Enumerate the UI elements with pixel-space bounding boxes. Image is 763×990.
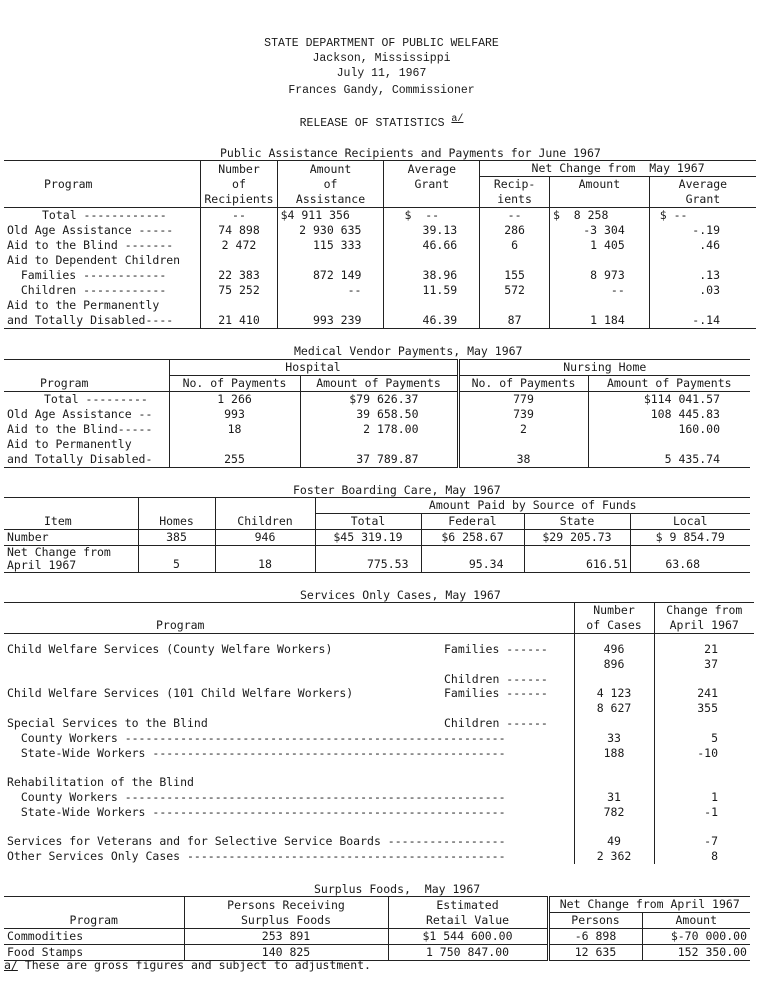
pa-cell xyxy=(277,298,384,313)
pa-cell: 22 383 xyxy=(201,268,277,283)
sv-cell: 49 xyxy=(574,834,654,849)
footnote-mark: a/ xyxy=(4,958,18,972)
sv-row-label: Other Services Only Cases ---------------------------------------------- xyxy=(7,848,506,863)
sv-cell xyxy=(654,716,754,731)
pa-col-nc-avg-2: Grant xyxy=(649,192,756,208)
pa-cell: -.19 xyxy=(649,223,756,238)
pa-row xyxy=(4,268,756,283)
fb-row xyxy=(4,530,750,546)
sv-row-label: County Workers ------------------------------------------------------- xyxy=(7,730,506,745)
sv-blank-1 xyxy=(4,603,574,619)
mv-blank-header xyxy=(4,360,169,376)
pa-col-recip-2: ients xyxy=(480,192,550,208)
sf-net-change-header: Net Change from April 1967 xyxy=(548,897,750,913)
fb-blank-2 xyxy=(138,498,215,514)
mv-cell: $114 041.57 xyxy=(588,392,750,408)
mv-cell: 160.00 xyxy=(588,422,750,437)
mv-row xyxy=(4,437,750,452)
mv-cell: 779 xyxy=(458,392,588,408)
sv-row xyxy=(4,746,754,761)
mv-cell: 5 435.74 xyxy=(588,452,750,468)
pa-col-average-blank xyxy=(384,192,480,208)
mv-row-label: and Totally Disabled- xyxy=(7,452,153,466)
sv-cell: 496 xyxy=(574,642,654,657)
mv-cell: $79 626.37 xyxy=(300,392,458,408)
sf-cell: 12 635 xyxy=(548,945,642,961)
sf-col-nc-amount: Amount xyxy=(642,913,750,929)
pa-cell xyxy=(384,298,480,313)
fb-cell: 95.34 xyxy=(421,546,524,573)
sv-row-label: Special Services to the Blind xyxy=(7,715,208,730)
pa-col-nc-avg-1: Average xyxy=(649,177,756,193)
sv-program-text: Child Welfare Services (County Welfare Workers) xyxy=(7,641,333,656)
surplus-caption: Surplus Foods, May 1967 xyxy=(314,882,481,896)
release-title-text: RELEASE OF STATISTICS xyxy=(299,116,445,130)
mv-row xyxy=(4,407,750,422)
pa-cell xyxy=(649,253,756,268)
release-date: July 11, 1967 xyxy=(336,67,427,80)
services-table xyxy=(4,602,754,864)
mv-cell: 2 178.00 xyxy=(300,422,458,437)
mv-row xyxy=(4,392,750,408)
pa-col-nc-amount: Amount xyxy=(550,177,650,208)
sv-row-label: Rehabilitation of the Blind xyxy=(7,774,194,789)
pa-col-amount-3: Assistance xyxy=(277,192,384,208)
sv-row-label: State-Wide Workers --------------------------------------------------- xyxy=(7,745,506,760)
fb-cell: $29 205.73 xyxy=(524,530,630,546)
pa-cell: .13 xyxy=(649,268,756,283)
sv-cell: 355 xyxy=(654,701,754,716)
mv-row-label: Old Age Assistance -- xyxy=(7,407,153,421)
sv-spacer xyxy=(4,634,754,642)
sv-cell: 21 xyxy=(654,642,754,657)
sv-row xyxy=(4,657,754,672)
sv-row xyxy=(4,642,754,657)
pa-cell xyxy=(201,298,277,313)
mv-cell: 1 266 xyxy=(169,392,300,408)
sv-row xyxy=(4,701,754,716)
mv-cell xyxy=(458,437,588,452)
mv-col-n-no: No. of Payments xyxy=(458,376,588,392)
pa-cell: -- xyxy=(480,208,550,224)
sv-cell xyxy=(654,775,754,790)
fb-col-children: Children xyxy=(215,514,315,530)
fb-blank-3 xyxy=(215,498,315,514)
sv-cell: 1 xyxy=(654,790,754,805)
fb-cell: $ 9 854.79 xyxy=(630,530,750,546)
public-assistance-caption: Public Assistance Recipients and Payments for June 1967 xyxy=(220,146,601,160)
pa-row xyxy=(4,283,756,298)
pa-col-number-3: Recipients xyxy=(201,192,277,208)
mv-cell xyxy=(169,437,300,452)
sv-cell: -1 xyxy=(654,805,754,820)
mv-col-program: Program xyxy=(40,376,89,390)
mv-cell: 39 658.50 xyxy=(300,407,458,422)
pa-row xyxy=(4,238,756,253)
pa-cell xyxy=(384,253,480,268)
pa-row xyxy=(4,313,756,329)
sv-cell: 37 xyxy=(654,657,754,672)
sv-spacer xyxy=(4,820,754,834)
release-title xyxy=(0,114,763,130)
pa-cell: 286 xyxy=(480,223,550,238)
sv-spacer xyxy=(4,761,754,775)
sv-row xyxy=(4,716,754,731)
fb-row-label: Net Change from April 1967 xyxy=(7,545,111,572)
mv-cell: 255 xyxy=(169,452,300,468)
pa-cell: 115 333 xyxy=(277,238,384,253)
sf-col-persons-1: Persons Receiving xyxy=(184,897,388,913)
pa-col-recip-1: Recip- xyxy=(480,177,550,193)
fb-cell: 775.53 xyxy=(315,546,421,573)
pa-cell: 21 410 xyxy=(201,313,277,329)
fb-cell: 616.51 xyxy=(524,546,630,573)
pa-col-program: Program xyxy=(44,176,93,191)
pa-cell: 38.96 xyxy=(384,268,480,283)
pa-col-amount-2: of xyxy=(277,177,384,193)
sv-row xyxy=(4,834,754,849)
pa-cell: 572 xyxy=(480,283,550,298)
commissioner: Frances Gandy, Commissioner xyxy=(288,84,475,97)
pa-cell xyxy=(550,253,650,268)
fb-amount-paid-header: Amount Paid by Source of Funds xyxy=(315,498,750,514)
sv-cell: 33 xyxy=(574,731,654,746)
sv-col-program: Program xyxy=(156,618,205,632)
medical-vendor-caption: Medical Vendor Payments, May 1967 xyxy=(294,344,523,358)
sv-cell: 4 123 xyxy=(574,686,654,701)
pa-cell: 2 930 635 xyxy=(277,223,384,238)
pa-row-label: Old Age Assistance ----- xyxy=(7,223,174,237)
mv-col-h-amt: Amount of Payments xyxy=(300,376,458,392)
mv-col-n-amt: Amount of Payments xyxy=(588,376,750,392)
pa-cell: 2 472 xyxy=(201,238,277,253)
location: Jackson, Mississippi xyxy=(312,52,451,65)
medical-vendor-table xyxy=(4,359,750,468)
sv-row xyxy=(4,731,754,746)
pa-cell: 11.59 xyxy=(384,283,480,298)
pa-cell: 1 405 xyxy=(550,238,650,253)
pa-row xyxy=(4,298,756,313)
mv-cell xyxy=(588,437,750,452)
fb-cell: 18 xyxy=(215,546,315,573)
pa-cell: 46.66 xyxy=(384,238,480,253)
pa-cell xyxy=(480,298,550,313)
mv-cell: 18 xyxy=(169,422,300,437)
pa-col-amount-1: Amount xyxy=(277,161,384,177)
pa-row-label: Children ------------ xyxy=(7,283,167,297)
sv-cell: 896 xyxy=(574,657,654,672)
sv-row-label xyxy=(4,657,574,686)
pa-cell: 872 149 xyxy=(277,268,384,283)
sv-sub-label: Children ------ xyxy=(444,715,548,730)
mv-row-label: Aid to Permanently xyxy=(7,437,132,451)
pa-cell: 74 898 xyxy=(201,223,277,238)
pa-row-label: Aid to the Blind ------- xyxy=(7,238,174,252)
sv-spacer xyxy=(4,672,754,686)
sv-row xyxy=(4,849,754,864)
sv-cell: 8 xyxy=(654,849,754,864)
pa-row-label: and Totally Disabled---- xyxy=(7,313,174,327)
pa-cell: 46.39 xyxy=(384,313,480,329)
sv-row xyxy=(4,686,754,701)
sv-row-label: County Workers ------------------------------------------------------- xyxy=(7,789,506,804)
pa-cell: $ 8 258 xyxy=(550,208,650,224)
fb-col-total: Total xyxy=(315,514,421,530)
mv-cell: 2 xyxy=(458,422,588,437)
fb-cell: $45 319.19 xyxy=(315,530,421,546)
fb-col-federal: Federal xyxy=(421,514,524,530)
pa-cell: .03 xyxy=(649,283,756,298)
pa-cell xyxy=(480,253,550,268)
pa-cell: -- xyxy=(277,283,384,298)
sv-cell: 782 xyxy=(574,805,654,820)
sv-row-label: Services for Veterans and for Selective Service Boards ----------------- xyxy=(7,833,506,848)
mv-col-h-no: No. of Payments xyxy=(169,376,300,392)
sf-cell: 1 750 847.00 xyxy=(388,945,548,961)
sf-cell: -6 898 xyxy=(548,929,642,945)
pa-cell: $4 911 356 xyxy=(277,208,384,224)
mv-hospital-header: Hospital xyxy=(169,360,458,376)
sv-row xyxy=(4,775,754,790)
sv-cell xyxy=(574,716,654,731)
sv-cell: 8 627 xyxy=(574,701,654,716)
sf-blank xyxy=(4,897,184,913)
pa-row-label: Aid to Dependent Children xyxy=(7,253,181,267)
fb-col-local: Local xyxy=(630,514,750,530)
sf-col-nc-persons: Persons xyxy=(548,913,642,929)
pa-cell: -- xyxy=(550,283,650,298)
sv-cell: 241 xyxy=(654,686,754,701)
sv-sub-label: Children ------ xyxy=(444,671,548,686)
pa-cell: 993 239 xyxy=(277,313,384,329)
pa-col-number-2: of xyxy=(201,177,277,193)
sf-cell: 253 891 xyxy=(184,929,388,945)
pa-cell: .46 xyxy=(649,238,756,253)
sv-cell: 31 xyxy=(574,790,654,805)
sf-cell: 140 825 xyxy=(184,945,388,961)
footnote-text: These are gross figures and subject to adjustment. xyxy=(17,958,371,972)
fb-row xyxy=(4,546,750,573)
pa-cell: 87 xyxy=(480,313,550,329)
sf-row-label: Commodities xyxy=(7,929,84,943)
pa-cell: $ -- xyxy=(384,208,480,224)
sv-cell: -7 xyxy=(654,834,754,849)
sf-col-program: Program xyxy=(69,913,118,927)
pa-cell: $ -- xyxy=(649,208,756,224)
pa-cell: 6 xyxy=(480,238,550,253)
sf-cell: $1 544 600.00 xyxy=(388,929,548,945)
mv-cell xyxy=(300,437,458,452)
sv-program-text: Child Welfare Services (101 Child Welfare Workers) xyxy=(7,685,354,700)
pa-cell: 8 973 xyxy=(550,268,650,283)
pa-cell xyxy=(201,253,277,268)
pa-row xyxy=(4,223,756,238)
sv-sub-label: Families ------ xyxy=(444,685,548,700)
pa-cell: 1 184 xyxy=(550,313,650,329)
sv-col-number-2: of Cases xyxy=(574,618,654,634)
mv-nursing-header: Nursing Home xyxy=(458,360,750,376)
mv-cell: 108 445.83 xyxy=(588,407,750,422)
pa-col-net-change: Net Change from May 1967 xyxy=(480,161,756,177)
sv-row-label: State-Wide Workers --------------------------------------------------- xyxy=(7,804,506,819)
sv-row-label xyxy=(4,686,574,701)
release-footnote-mark: a/ xyxy=(451,114,464,125)
sv-cell: -10 xyxy=(654,746,754,761)
sv-cell: 5 xyxy=(654,731,754,746)
fb-col-state: State xyxy=(524,514,630,530)
sf-row-label: Food Stamps xyxy=(7,945,84,959)
pa-row-label: Families ------------ xyxy=(7,268,167,282)
pa-cell: 75 252 xyxy=(201,283,277,298)
sf-col-value-2: Retail Value xyxy=(388,913,548,929)
mv-cell: 38 xyxy=(458,452,588,468)
fb-row-label: Number xyxy=(7,530,49,544)
pa-cell xyxy=(649,298,756,313)
pa-row-label: Aid to the Permanently xyxy=(7,298,160,312)
sv-row xyxy=(4,805,754,820)
sv-cell: 2 362 xyxy=(574,849,654,864)
sf-row xyxy=(4,929,750,945)
pa-col-number-1: Number xyxy=(201,161,277,177)
mv-cell: 739 xyxy=(458,407,588,422)
fb-cell: 946 xyxy=(215,530,315,546)
sf-col-value-1: Estimated xyxy=(388,897,548,913)
foster-table xyxy=(4,497,750,573)
pa-cell xyxy=(550,298,650,313)
services-caption: Services Only Cases, May 1967 xyxy=(300,588,501,602)
fb-col-item: Item xyxy=(44,514,72,528)
pa-col-average-1: Average xyxy=(384,161,480,177)
sf-cell: $-70 000.00 xyxy=(642,929,750,945)
sf-cell: 152 350.00 xyxy=(642,945,750,961)
sv-col-change-1: Change from xyxy=(654,603,754,619)
sv-sub-label: Families ------ xyxy=(444,641,548,656)
public-assistance-table xyxy=(4,160,756,329)
mv-row xyxy=(4,422,750,437)
sv-cell: 188 xyxy=(574,746,654,761)
mv-cell: 37 789.87 xyxy=(300,452,458,468)
fb-cell: 385 xyxy=(138,530,215,546)
sf-col-persons-2: Surplus Foods xyxy=(184,913,388,929)
foster-caption: Foster Boarding Care, May 1967 xyxy=(293,483,501,497)
mv-row-label: Total --------- xyxy=(44,392,148,406)
sv-col-change-2: April 1967 xyxy=(654,618,754,634)
mv-row xyxy=(4,452,750,468)
pa-row xyxy=(4,253,756,268)
sv-col-number-1: Number xyxy=(574,603,654,619)
pa-cell: -.14 xyxy=(649,313,756,329)
footnote xyxy=(4,958,371,972)
mv-row-label: Aid to the Blind----- xyxy=(7,422,153,436)
pa-col-average-2: Grant xyxy=(384,177,480,193)
fb-blank-1 xyxy=(4,498,138,514)
sv-row xyxy=(4,790,754,805)
pa-cell: -- xyxy=(201,208,277,224)
surplus-table xyxy=(4,896,750,961)
fb-cell: 5 xyxy=(138,546,215,573)
agency-name: STATE DEPARTMENT OF PUBLIC WELFARE xyxy=(264,37,499,50)
pa-cell: -3 304 xyxy=(550,223,650,238)
pa-cell: 155 xyxy=(480,268,550,283)
fb-cell: $6 258.67 xyxy=(421,530,524,546)
pa-cell: 39.13 xyxy=(384,223,480,238)
mv-cell: 993 xyxy=(169,407,300,422)
pa-row xyxy=(4,208,756,224)
pa-cell xyxy=(277,253,384,268)
sv-cell xyxy=(574,775,654,790)
pa-row-label: Total ------------ xyxy=(42,208,167,222)
fb-cell: 63.68 xyxy=(630,546,750,573)
sv-row-label xyxy=(4,642,574,657)
fb-col-homes: Homes xyxy=(138,514,215,530)
